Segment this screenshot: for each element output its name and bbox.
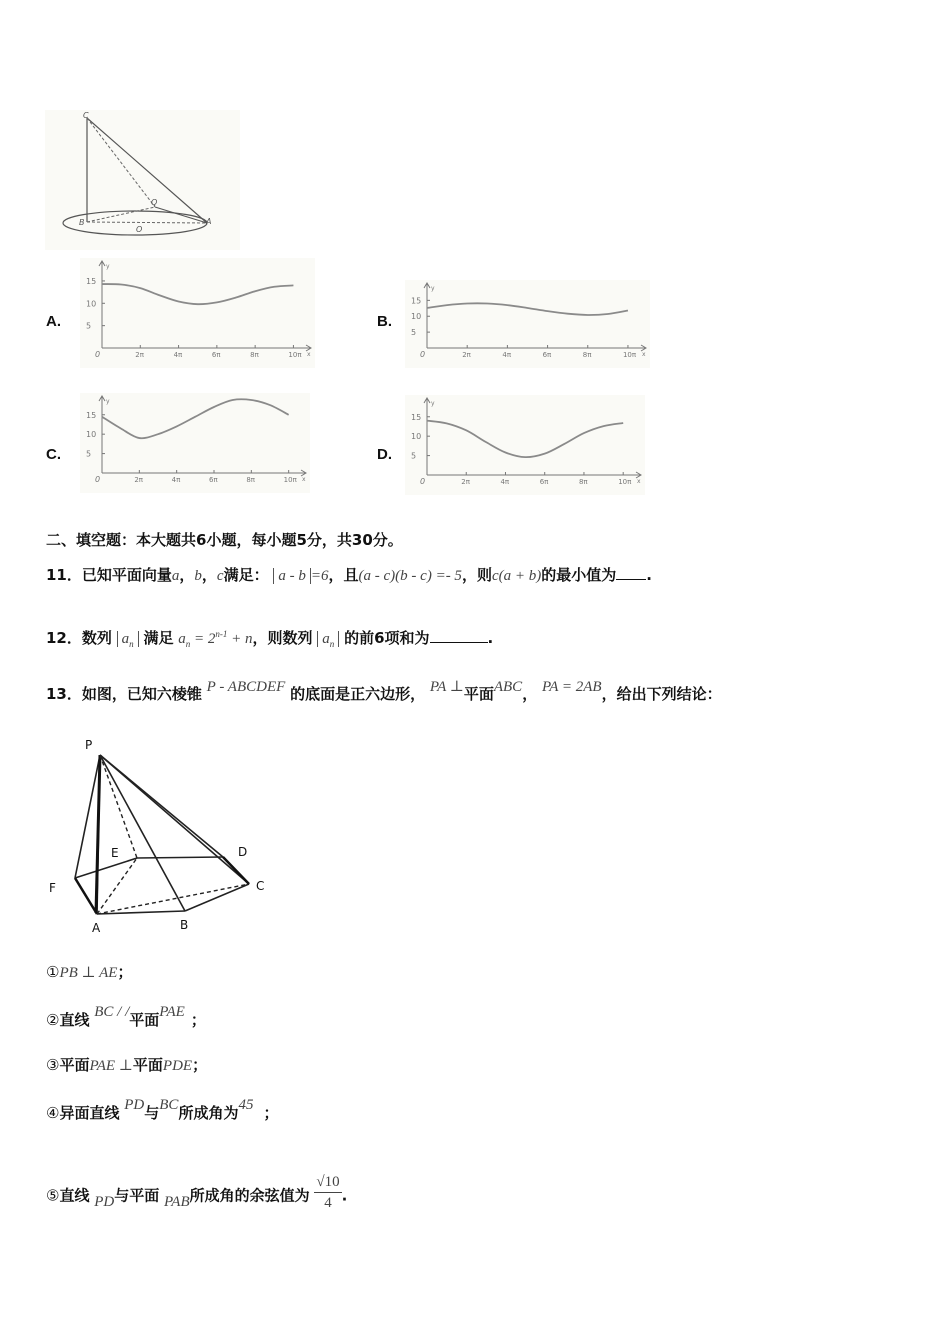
x-tick-label-3: 6π: [211, 351, 221, 359]
q11-text-4: ，则: [461, 566, 492, 584]
q12-seq-a: a: [121, 631, 130, 647]
q11-abs-expr: a - b: [273, 568, 311, 584]
pyramid-figure: [45, 735, 275, 935]
y-axis-label: y: [431, 400, 435, 407]
origin-label: 0: [95, 475, 101, 484]
x-tick-label-3: 6π: [209, 476, 218, 484]
q12-seq-2: [317, 631, 339, 647]
conclusion-4-end: ；: [263, 1104, 279, 1122]
q11-sep-2: ，: [201, 566, 217, 584]
origin-label: 0: [95, 350, 101, 359]
q11-sep-1: ，: [179, 566, 195, 584]
y-tick-label-5: 5: [411, 451, 417, 461]
pyramid-label-a: A: [92, 921, 101, 935]
x-tick-label-4: 8π: [578, 478, 588, 486]
cone-label-b: B: [79, 218, 85, 227]
q13-pa-perp: PA ⊥: [429, 679, 464, 695]
conclusion-1-math: PB ⊥ AE: [59, 965, 118, 981]
conclusion-2-text-1: 平面: [129, 1011, 160, 1029]
q13-pa-eq: PA = 2AB: [542, 679, 602, 695]
q13-number: 13．: [46, 685, 82, 703]
conclusion-3-math-1: PAE ⊥: [89, 1058, 133, 1074]
q12-seq-sub: n: [129, 639, 134, 649]
series-line-D: [427, 421, 623, 458]
option-b-chart: [405, 280, 650, 368]
conclusion-5-fraction: [314, 1172, 341, 1213]
pyramid-label-p: P: [85, 738, 93, 752]
section-2-heading: 二、填空题：本大题共6小题，每小题5分，共30分。: [46, 531, 403, 549]
q11-text-3: ，且: [328, 566, 359, 584]
y-tick-label-5: 5: [411, 328, 417, 338]
q12-seq2-sub: n: [329, 639, 335, 649]
conclusion-4-num: ④: [46, 1104, 60, 1122]
x-tick-label-3: 6π: [539, 478, 549, 486]
q11-number: 11．: [46, 566, 82, 584]
q12-answer-blank[interactable]: [430, 628, 488, 643]
q11-expr-3: c(a + b): [491, 568, 542, 584]
cone-label-a: A: [206, 217, 212, 226]
y-tick-label-10: 10: [86, 430, 97, 440]
conclusion-1: [46, 962, 132, 983]
conclusion-5-math-1: PD: [94, 1193, 115, 1210]
pyramid-label-d: D: [238, 845, 248, 859]
q11-text-5: 的最小值为: [541, 566, 617, 584]
x-axis-label: x: [637, 478, 641, 485]
y-axis-label: y: [431, 285, 435, 292]
q13-text-1: 如图，已知六棱锥: [81, 685, 202, 703]
cone-figure: [45, 110, 240, 250]
origin-label: 0: [420, 350, 426, 359]
pyramid-label-c: C: [256, 879, 265, 893]
conclusion-5-denominator: 4: [324, 1195, 332, 1211]
conclusion-3-text-1: 平面: [132, 1056, 163, 1074]
y-tick-label-10: 10: [86, 299, 97, 309]
q11-text-1: 已知平面向量: [81, 566, 172, 584]
conclusion-2: [46, 1004, 206, 1031]
conclusion-4-text-2: 所成角为: [178, 1104, 239, 1122]
q13-pyramid: P - ABCDEF: [206, 679, 286, 695]
pyramid-label-f: F: [49, 881, 56, 895]
option-c-chart: [80, 393, 310, 493]
q12-an-sub: n: [185, 639, 191, 649]
conclusion-5-math-2: PAB: [164, 1193, 190, 1210]
x-tick-label-2: 4π: [500, 478, 510, 486]
cone-label-c: C: [83, 111, 89, 120]
x-tick-label-5: 10π: [618, 478, 632, 486]
y-tick-label-15: 15: [86, 276, 97, 286]
y-tick-label-5: 5: [86, 449, 92, 459]
q12-seq2-a: a: [322, 631, 330, 647]
conclusion-4: [46, 1097, 279, 1124]
q12-text-4: 的前6项和为: [344, 629, 430, 647]
option-a-letter[interactable]: A.: [46, 313, 61, 330]
q12-an-sup: n-1: [215, 629, 228, 639]
conclusion-3: [46, 1055, 207, 1076]
x-tick-label-2: 4π: [502, 351, 512, 359]
x-tick-label-5: 10π: [288, 351, 302, 359]
conclusion-5: [46, 1176, 347, 1217]
option-b-letter[interactable]: B.: [377, 313, 392, 330]
x-axis-label: x: [302, 476, 306, 483]
pyramid-label-b: B: [180, 918, 189, 932]
x-tick-label-4: 8π: [246, 476, 256, 484]
q12-an-eq: = 2: [194, 631, 216, 647]
conclusion-5-end: .: [341, 1186, 348, 1205]
x-tick-label-5: 10π: [622, 351, 637, 359]
origin-label: 0: [420, 477, 426, 486]
cone-label-q: Q: [151, 198, 158, 207]
q11-text-2: 满足：: [223, 566, 269, 584]
x-tick-label-1: 2π: [134, 476, 144, 484]
q12-text-2: 满足: [143, 629, 174, 647]
y-axis-label: y: [106, 398, 110, 405]
cone-label-o: O: [136, 225, 143, 234]
x-tick-label-5: 10π: [283, 476, 297, 484]
conclusion-3-num: ③: [46, 1056, 60, 1074]
q11-answer-blank[interactable]: [616, 565, 646, 580]
conclusion-5-text-2: 所成角的余弦值为: [189, 1186, 310, 1205]
option-d-letter[interactable]: D.: [377, 446, 392, 463]
q12-number: 12．: [46, 629, 82, 647]
conclusion-1-num: ①: [46, 963, 60, 981]
x-axis-label: x: [307, 351, 311, 358]
conclusion-2-end: ；: [190, 1011, 206, 1029]
option-a-chart: [80, 258, 315, 368]
q13-text-3: 平面: [463, 685, 494, 703]
conclusion-3-end: ；: [192, 1056, 208, 1074]
conclusion-5-num: ⑤: [46, 1186, 60, 1205]
x-tick-label-2: 4π: [173, 351, 183, 359]
x-tick-label-4: 8π: [582, 351, 592, 359]
conclusion-3-text-0: 平面: [59, 1056, 90, 1074]
x-tick-label-1: 2π: [462, 351, 471, 359]
conclusion-3-math-2: PDE: [162, 1058, 193, 1074]
q12-text-3: ，则数列: [252, 629, 313, 647]
question-13: [46, 679, 722, 705]
y-tick-label-5: 5: [86, 321, 92, 331]
q12-an-a: a: [178, 631, 186, 647]
q11-expr-2: (a - c)(b - c) =- 5: [358, 568, 462, 584]
x-tick-label-1: 2π: [461, 478, 470, 486]
conclusion-5-numerator: √10: [314, 1172, 341, 1193]
q11-eq: =6: [310, 568, 329, 584]
conclusion-5-text-0: 直线: [59, 1186, 90, 1205]
x-tick-label-1: 2π: [135, 351, 144, 359]
conclusion-4-math-3: 45: [238, 1097, 254, 1113]
y-tick-label-10: 10: [411, 312, 422, 322]
conclusion-4-math-1: PD: [124, 1097, 145, 1113]
series-line-B: [427, 303, 628, 315]
y-tick-label-15: 15: [411, 412, 422, 422]
conclusion-2-num: ②: [46, 1011, 60, 1029]
conclusion-4-text-0: 异面直线: [59, 1104, 120, 1122]
q13-text-2: 的底面是正六边形，: [290, 685, 426, 703]
q12-an: [178, 631, 252, 647]
q11-vec-c: c: [216, 568, 224, 584]
conclusion-5-text-1: 与平面: [114, 1186, 160, 1205]
y-tick-label-15: 15: [86, 410, 97, 420]
q13-sep: ，: [522, 685, 538, 703]
q13-text-4: ，给出下列结论：: [601, 685, 722, 703]
conclusion-2-text-0: 直线: [59, 1011, 90, 1029]
question-11: [46, 565, 652, 586]
option-d-chart: [405, 395, 645, 495]
x-axis-label: x: [642, 351, 646, 358]
q11-end: .: [646, 566, 652, 584]
y-tick-label-15: 15: [411, 296, 422, 306]
q12-an-plus: + n: [231, 631, 253, 647]
q11-vec-a: a: [171, 568, 180, 584]
option-c-letter[interactable]: C.: [46, 446, 61, 463]
q12-seq: [117, 631, 139, 647]
pyramid-label-e: E: [111, 846, 119, 860]
q12-end: .: [487, 629, 494, 647]
series-line-A: [102, 284, 293, 304]
y-tick-label-10: 10: [411, 432, 422, 442]
conclusion-4-text-1: 与: [144, 1104, 160, 1122]
q12-text-1: 数列: [81, 629, 112, 647]
x-tick-label-3: 6π: [542, 351, 552, 359]
x-tick-label-2: 4π: [171, 476, 181, 484]
question-12: [46, 624, 493, 654]
q13-abc: ABC: [493, 679, 523, 695]
conclusion-1-end: ；: [117, 963, 133, 981]
y-axis-label: y: [106, 263, 110, 270]
x-tick-label-4: 8π: [250, 351, 259, 359]
q11-vec-b: b: [194, 568, 202, 584]
series-line-C: [102, 399, 289, 438]
conclusion-2-math-1: BC / /: [94, 1004, 130, 1020]
conclusion-2-math-2: PAE: [159, 1004, 185, 1020]
conclusion-4-math-2: BC: [159, 1097, 179, 1113]
